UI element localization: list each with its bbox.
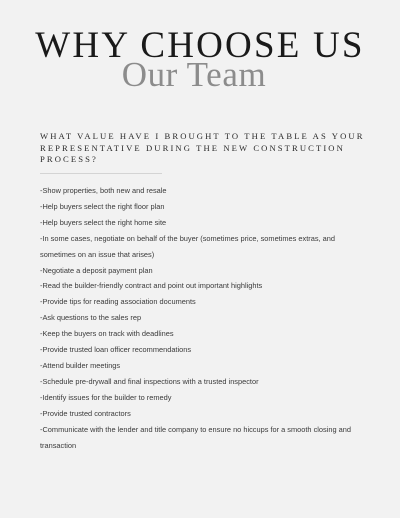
list-item: -Read the builder-friendly contract and point out important highlights [40, 281, 263, 291]
list-item: -Negotiate a deposit payment plan [40, 265, 153, 275]
list-item: -Help buyers select the right floor plan [40, 201, 165, 211]
list-item: -Help buyers select the right home site [40, 217, 167, 227]
list-item: -Provide trusted contractors [40, 408, 131, 418]
list-item: -Schedule pre-drywall and final inspections with a trusted inspector [40, 376, 259, 386]
value-list [40, 183, 360, 453]
list-item: -Show properties, both new and resale [40, 186, 167, 195]
list-item: -Attend builder meetings [40, 360, 121, 370]
list-item: -Identify issues for the builder to remedy [40, 392, 172, 402]
list-item: sometimes on an issue that arises) [40, 249, 155, 259]
divider [40, 173, 162, 174]
list-item: -Provide trusted loan officer recommendations [40, 345, 192, 355]
list-item: -In some cases, negotiate on behalf of the buyer (sometimes price, sometimes extras, and [40, 233, 335, 243]
list-item: -Communicate with the lender and title company to ensure no hiccups for a smooth closing and [40, 424, 351, 434]
list-item: transaction [40, 440, 77, 450]
question-heading: WHAT VALUE HAVE I BROUGHT TO THE TABLE AS YOUR REPRESENTATIVE DURING THE NEW CONSTRUCTION PROCESS? [40, 131, 365, 164]
page-subtitle: Our Team [121, 55, 267, 94]
list-item: -Keep the buyers on track with deadlines [40, 329, 174, 339]
page-title: WHY CHOOSE US [35, 25, 365, 66]
list-item: -Provide tips for reading association documents [40, 297, 196, 307]
list-item: -Ask questions to the sales rep [40, 313, 142, 323]
